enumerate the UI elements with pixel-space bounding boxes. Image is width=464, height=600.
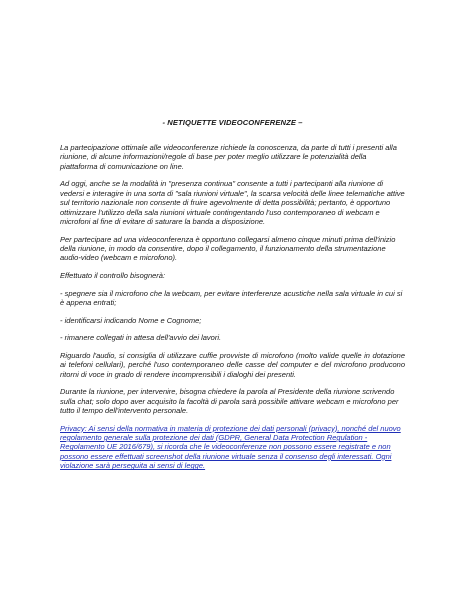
paragraph-durante-riunione: Durante la riunione, per intervenire, bisogna chiedere la parola al Presidente della riunione scrivendo sulla chat; solo dopo aver acquisito la facoltà di parola sarà possibile attivare webcam e microfono per tutto il tempo dell'intervento personale.: [60, 387, 399, 416]
list-item-identificarsi: - identificarsi indicando Nome e Cognome;: [60, 315, 202, 325]
paragraph-controllo: Effettuato il controllo bisognerà:: [60, 271, 166, 281]
list-item-rimanere-collegati: - rimanere collegati in attesa dell'avvio dei lavori.: [60, 333, 222, 343]
document-title: - NETIQUETTE VIDEOCONFERENZE –: [162, 118, 303, 127]
paragraph-audio: Riguardo l'audio, si consiglia di utilizzare cuffie provviste di microfono (molto valide quelle in dotazione ai telefoni cellulari), perché l'uso contemporaneo delle casse del computer e del microfono producono ritorni di voce in grado di rendere incomprensibili i dialoghi dei presenti.: [60, 350, 405, 379]
paragraph-collegamento: Per partecipare ad una videoconferenza è opportuno collegarsi almeno cinque minuti prima dell'inizio della riunione, in modo da consentire, dopo il collegamento, il funzionamento della strumentazione audio-video (webcam e microfono).: [60, 234, 396, 263]
paragraph-presenza-continua: Ad oggi, anche se la modalità in "presenza continua" consente a tutti i partecipanti alla riunione di vedersi e interagire in una sorta di "sala riunioni virtuale", la scarsa velocità delle linee telematiche attive sul territorio nazionale non consente di fruire agevolmente di detta possibilità; pertanto, è opportuno ottimizzare l'utilizzo della sala riunioni virtuale contingentando l'uso contemporaneo di webcam e microfoni al fine di evitare di saturare la banda a disposizione.: [60, 179, 405, 227]
privacy-notice-link[interactable]: Privacy: Ai sensi della normativa in materia di protezione dei dati personali (privacy), nonché del nuovo regolamento generale sulla protezione dei dati (GDPR, General Data Protection Regulation - Regolamento UE 2016/679), si ricorda che le videoconferenze non possono essere registrate e non possono essere effettuati screenshot della riunione virtuale senza il consenso degli interessati. Ogni violazione sarà perseguita ai sensi di legge.: [60, 423, 401, 471]
paragraph-intro: La partecipazione ottimale alle videoconferenze richiede la conoscenza, da parte di tutti i presenti alla riunione, di alcune informazioni/regole di base per poter meglio utilizzare le potenzialità della piattaforma di comunicazione on line.: [60, 143, 397, 171]
list-item-spegnere: - spegnere sia il microfono che la webcam, per evitare interferenze acustiche nella sala virtuale in cui si è appena entrati;: [60, 288, 403, 308]
document-page: [60, 118, 405, 479]
